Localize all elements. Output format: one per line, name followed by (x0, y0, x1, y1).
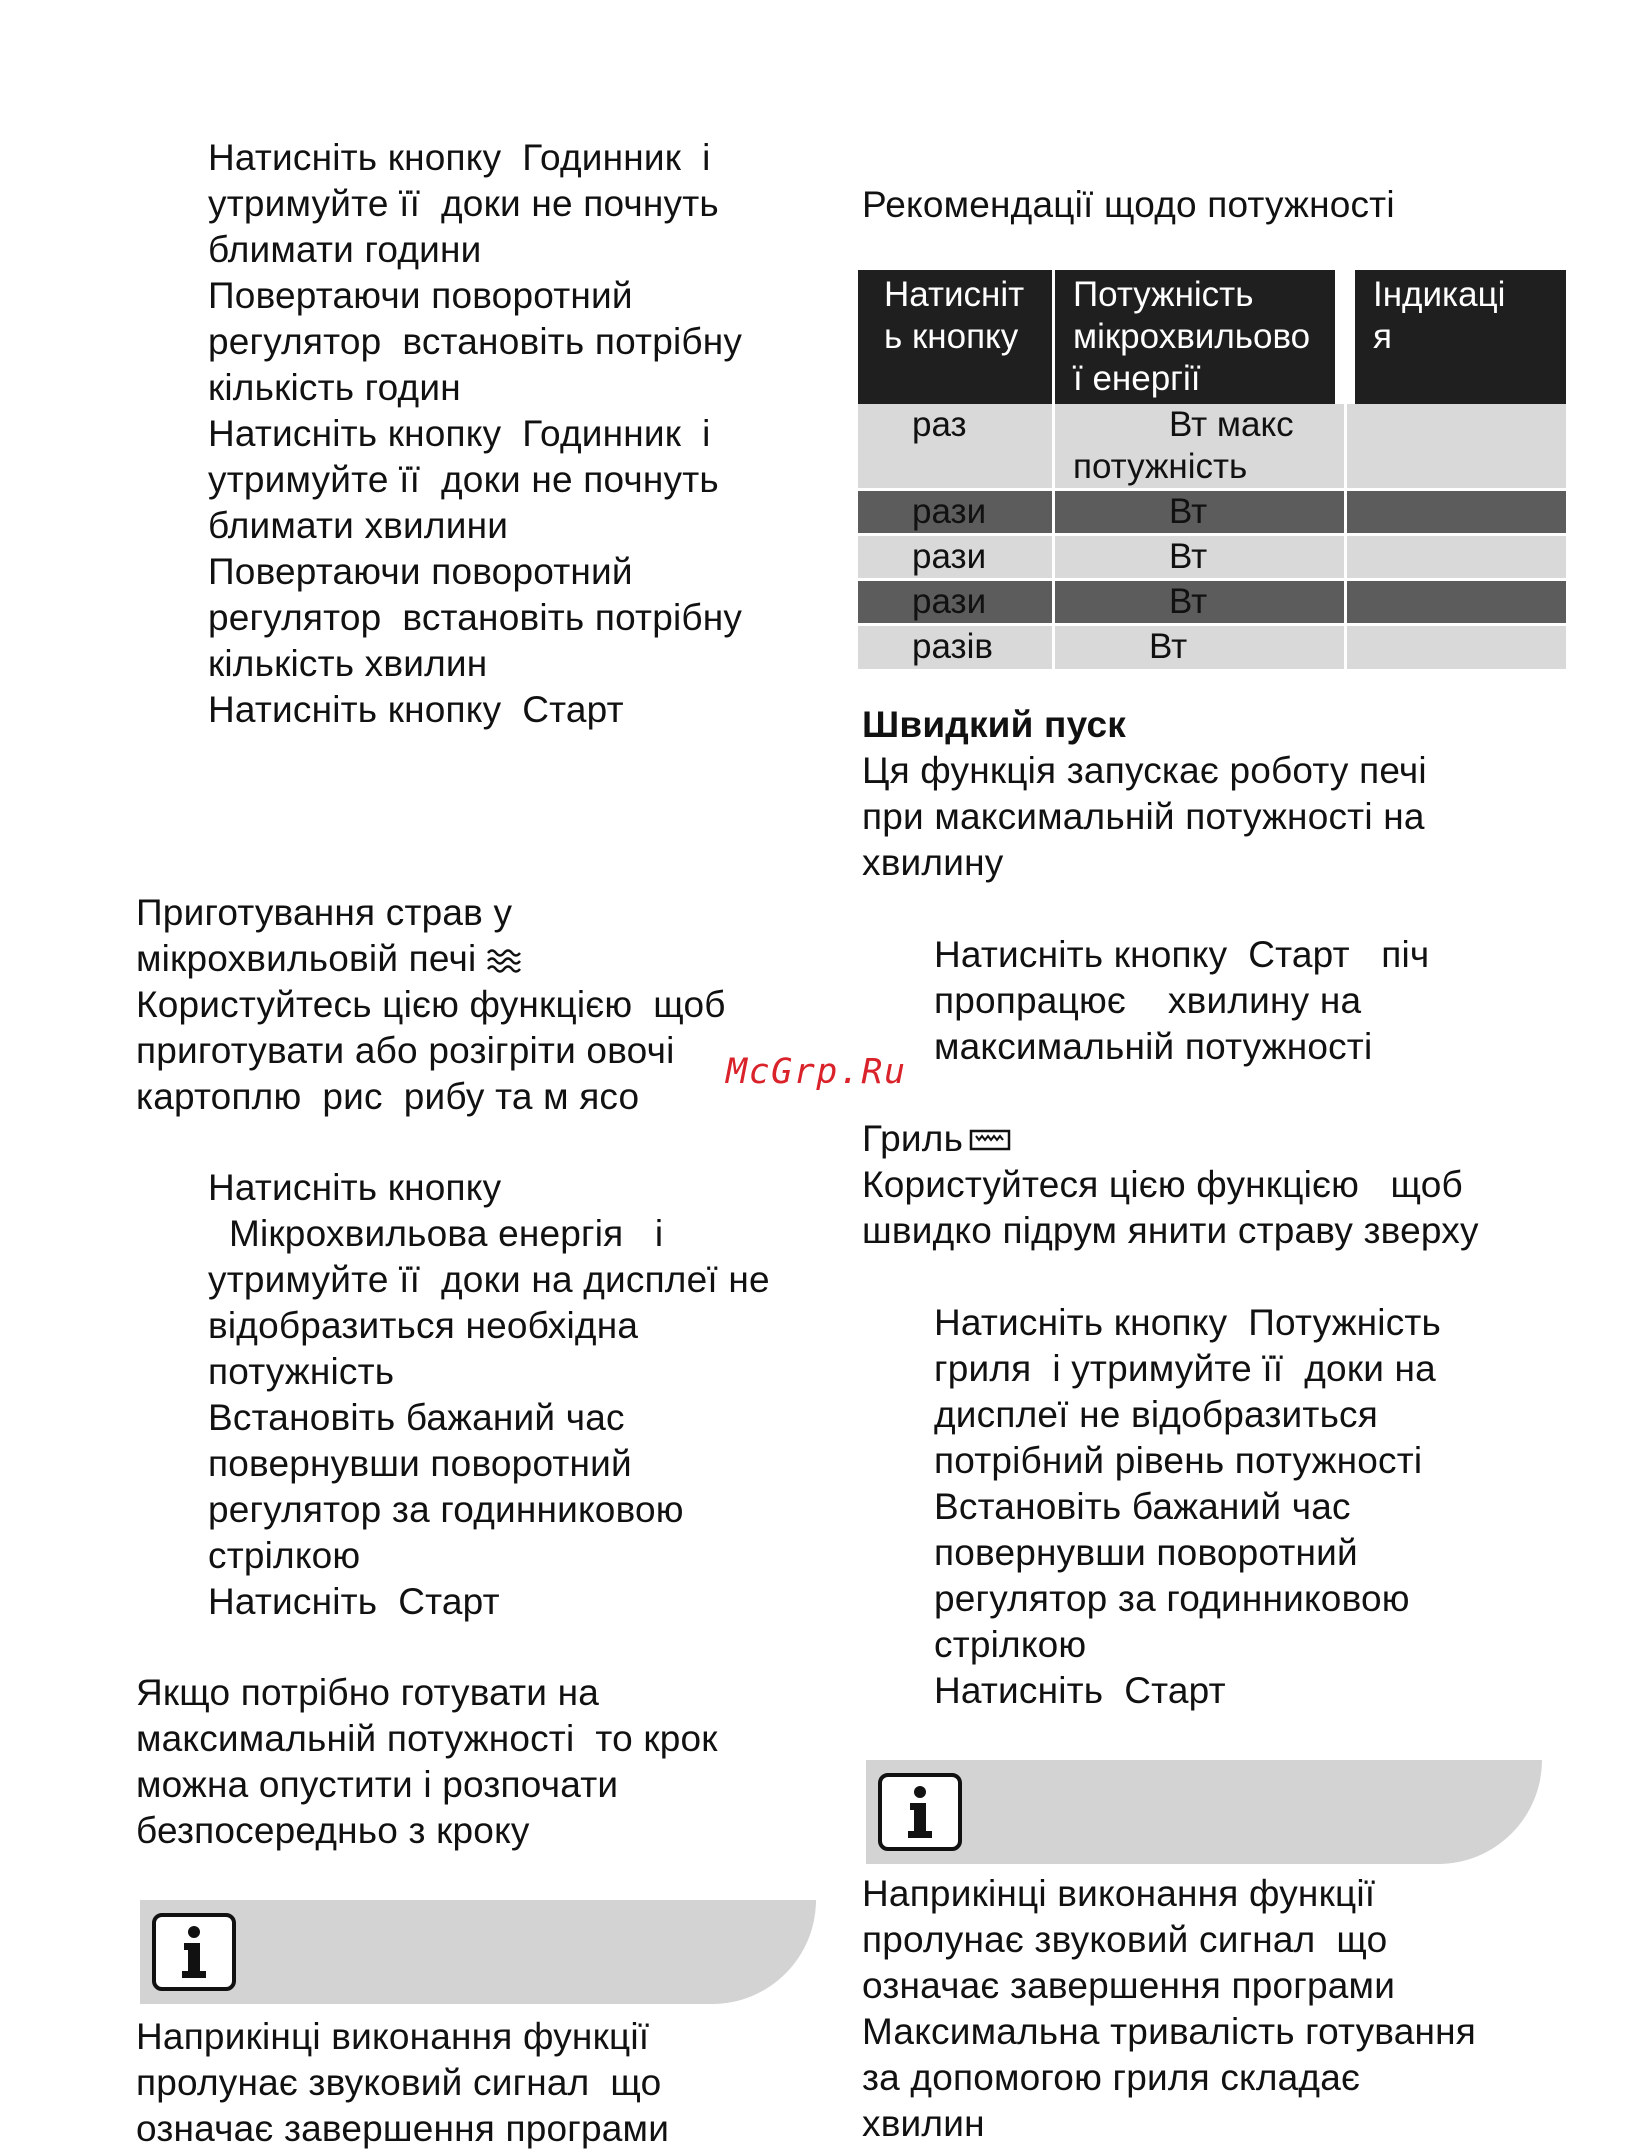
power-table (858, 270, 1566, 669)
text-line: регулятор встановіть потрібну (208, 597, 743, 638)
table-cell (1345, 490, 1566, 535)
text-line: Мікрохвильова енергія і (208, 1213, 664, 1254)
table-cell (1345, 404, 1566, 490)
text-line: Натисніть кнопку Годинник і (208, 413, 711, 454)
text-line: дисплеї не відобразиться (934, 1394, 1378, 1435)
table-cell (1345, 580, 1566, 625)
text-line: означає завершення програми (862, 1965, 1396, 2006)
text-line: утримуйте її доки на дисплеї не (208, 1259, 770, 1300)
text-line: стрілкою (934, 1624, 1087, 1665)
text-line: кількість годин (208, 367, 461, 408)
table-cell: Вт (1054, 625, 1346, 669)
text-line: потрібний рівень потужності (934, 1440, 1423, 1481)
table-row (858, 490, 1566, 535)
text-line: хвилину (862, 842, 1004, 883)
text-line: Якщо потрібно готувати на (136, 1672, 600, 1713)
info-icon (152, 1913, 236, 1991)
text-line: регулятор за годинниковою (934, 1578, 1410, 1619)
table-cell: Вт макс потужність (1054, 404, 1346, 490)
grill-icon (969, 1129, 1011, 1153)
table-cell: рази (858, 490, 1054, 535)
table-cell (1345, 535, 1566, 580)
quick-start-title: Швидкий пуск (862, 704, 1126, 745)
table-header-cell: Потужність мікрохвильово ї енергії (1054, 270, 1346, 404)
watermark: McGrp.Ru (726, 1052, 907, 1092)
text-line: Натисніть кнопку Годинник і (208, 137, 711, 178)
text-line: Встановіть бажаний час (208, 1397, 625, 1438)
text-line: гриля і утримуйте її доки на (934, 1348, 1436, 1389)
text-line: максимальній потужності (934, 1026, 1373, 1067)
text-line: блимати години (208, 229, 482, 270)
table-cell (1345, 625, 1566, 669)
table-cell: разів (858, 625, 1054, 669)
text-line: Повертаючи поворотний (208, 275, 633, 316)
grill-heading (862, 1116, 1011, 1162)
table-row (858, 580, 1566, 625)
text-line: максимальній потужності то крок (136, 1718, 718, 1759)
info-band (866, 1760, 1542, 1864)
table-header-cell: Індикаці я (1345, 270, 1566, 404)
table-cell: Вт (1054, 535, 1346, 580)
text-line: хвилин (862, 2103, 985, 2144)
table-row (858, 535, 1566, 580)
text-line: можна опустити і розпочати (136, 1764, 619, 1805)
text-line: повернувши поворотний (934, 1532, 1358, 1573)
text-line: Максимальна тривалість готування (862, 2011, 1477, 2052)
text-line: регулятор за годинниковою (208, 1489, 684, 1530)
text-line: Натисніть Старт (934, 1670, 1226, 1711)
text-line: Натисніть кнопку (208, 1167, 502, 1208)
text-line: Користуйтеся цією функцією щоб (862, 1164, 1463, 1205)
text-line: при максимальній потужності на (862, 796, 1425, 837)
table-row (858, 625, 1566, 669)
text-line: відобразиться необхідна (208, 1305, 639, 1346)
text-line: утримуйте її доки не почнуть (208, 459, 719, 500)
table-cell: Вт (1054, 580, 1346, 625)
heading-text: мікрохвильовій печі (136, 938, 477, 979)
text-line: стрілкою (208, 1535, 361, 1576)
text-line: потужність (208, 1351, 395, 1392)
text-line: пролунає звуковий сигнал що (136, 2062, 662, 2103)
heading-line (136, 936, 522, 982)
table-header-cell: Натисніт ь кнопку (858, 270, 1054, 404)
text-line: пропрацює хвилину на (934, 980, 1362, 1021)
text-line: Натисніть кнопку Старт (208, 689, 624, 730)
text-line: Користуйтесь цією функцією щоб (136, 984, 726, 1025)
text-line: Наприкінці виконання функції (862, 1873, 1376, 1914)
text-line: Повертаючи поворотний (208, 551, 633, 592)
table-cell: рази (858, 535, 1054, 580)
table-header-row (858, 270, 1566, 404)
text-line: Натисніть кнопку Старт піч (934, 934, 1430, 975)
text-line: безпосередньо з кроку (136, 1810, 530, 1851)
text-line: за допомогою гриля складає (862, 2057, 1361, 2098)
table-row (858, 404, 1566, 490)
power-title: Рекомендації щодо потужності (862, 184, 1395, 225)
text-line: швидко підрум янити страву зверху (862, 1210, 1479, 1251)
text-line: означає завершення програми (136, 2108, 670, 2149)
heading-line: Приготування страв у (136, 892, 513, 933)
text-line: Натисніть кнопку Потужність (934, 1302, 1442, 1343)
table-cell: раз (858, 404, 1054, 490)
text-line: кількість хвилин (208, 643, 488, 684)
text-line: регулятор встановіть потрібну (208, 321, 743, 362)
text-line: Натисніть Старт (208, 1581, 500, 1622)
text-line: приготувати або розігріти овочі (136, 1030, 675, 1071)
text-line: утримуйте її доки не почнуть (208, 183, 719, 224)
microwave-waves-icon (486, 946, 522, 976)
text-line: пролунає звуковий сигнал що (862, 1919, 1388, 1960)
info-icon (878, 1773, 962, 1851)
table-cell: рази (858, 580, 1054, 625)
text-line: повернувши поворотний (208, 1443, 632, 1484)
text-line: Наприкінці виконання функції (136, 2016, 650, 2057)
table-cell: Вт (1054, 490, 1346, 535)
text-line: картоплю рис рибу та м ясо (136, 1076, 640, 1117)
text-line: Встановіть бажаний час (934, 1486, 1351, 1527)
info-band (140, 1900, 816, 2004)
text-line: блимати хвилини (208, 505, 509, 546)
grill-heading-text: Гриль (862, 1118, 964, 1159)
text-line: Ця функція запускає роботу печі (862, 750, 1427, 791)
